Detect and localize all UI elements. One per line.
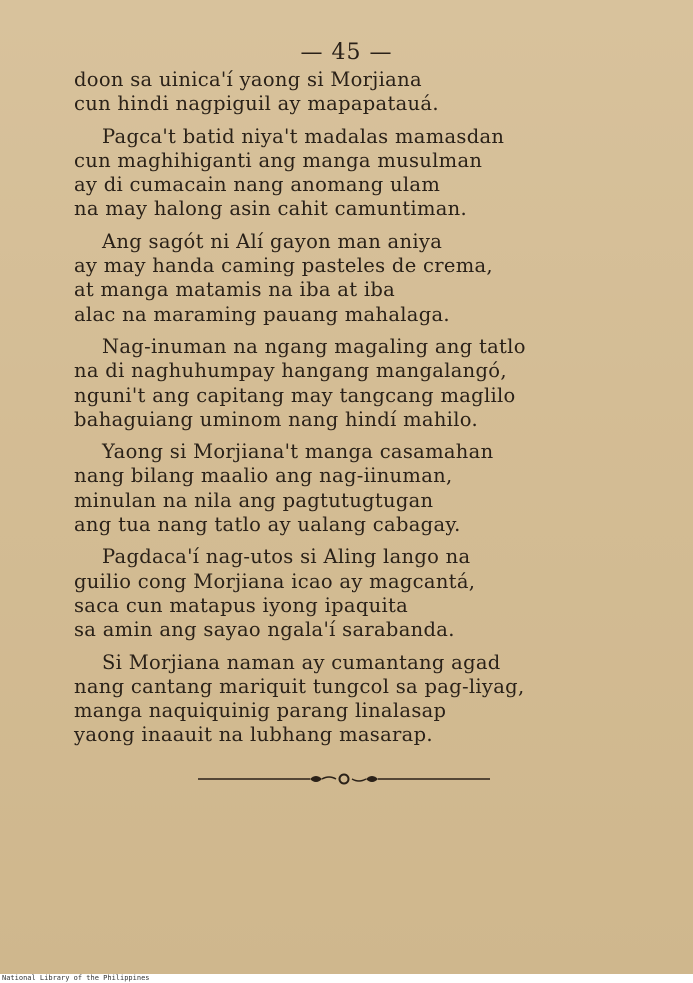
poem-line: Yaong si Morjiana't manga casamahan: [102, 440, 494, 464]
poem-line: cun hindi nagpiguil ay mapapatauá.: [74, 92, 439, 116]
poem-line: minulan na nila ang pagtutugtugan: [74, 488, 434, 512]
stanza: [74, 68, 574, 117]
library-credit: National Library of the Philippines: [2, 974, 150, 982]
poem-line: manga naquiquinig parang linalasap: [74, 699, 447, 723]
poem-line: saca cun matapus iyong ipaquita: [74, 593, 409, 617]
stanza: [74, 125, 574, 222]
poem-line: alac na maraming pauang mahalaga.: [74, 302, 450, 326]
stanza: [74, 651, 574, 748]
poem-line: nang bilang maalio ang nag-iinuman,: [74, 464, 453, 488]
poem-line: guilio cong Morjiana icao ay magcantá,: [74, 569, 476, 593]
poem-line: Pagca't batid niya't madalas mamasdan: [102, 124, 505, 148]
poem-line: yaong inaauit na lubhang masarap.: [74, 723, 433, 747]
poem-line: sa amin ang sayao ngala'í sarabanda.: [74, 618, 455, 642]
poem-line: doon sa uinica'í yaong si Morjiana: [74, 68, 422, 91]
poem-line: nguni't ang capitang may tangcang maglilo: [74, 383, 516, 407]
poem-line: bahaguiang uminom nang hindí mahilo.: [74, 407, 478, 431]
poem-line: cun maghihiganti ang manga musulman: [74, 148, 483, 172]
poem-line: ay di cumacain nang anomang ulam: [74, 173, 441, 197]
page-number: — 45 —: [300, 40, 393, 65]
stanza: [74, 440, 574, 537]
stanza: [74, 545, 574, 642]
poem-line: na may halong asin cahit camuntiman.: [74, 197, 468, 221]
poem-line: Pagdaca'í nag-utos si Aling lango na: [102, 545, 471, 569]
poem-line: ang tua nang tatlo ay ualang cabagay.: [74, 513, 461, 537]
poem-line: nang cantang mariquit tungcol sa pag-liyag,: [74, 674, 525, 698]
stanza: [74, 335, 574, 432]
poem-text: [74, 68, 574, 756]
poem-line: na di naghuhumpay hangang mangalangó,: [74, 359, 507, 383]
ornament-divider-icon: [198, 770, 490, 788]
poem-line: Nag-inuman na ngang magaling ang tatlo: [102, 334, 526, 358]
poem-line: Ang sagót ni Alí gayon man aniya: [102, 229, 443, 253]
stanza: [74, 230, 574, 327]
poem-line: ay may handa caming pasteles de crema,: [74, 254, 493, 278]
poem-line: Si Morjiana naman ay cumantang agad: [102, 650, 501, 674]
poem-line: at manga matamis na iba at iba: [74, 278, 396, 302]
